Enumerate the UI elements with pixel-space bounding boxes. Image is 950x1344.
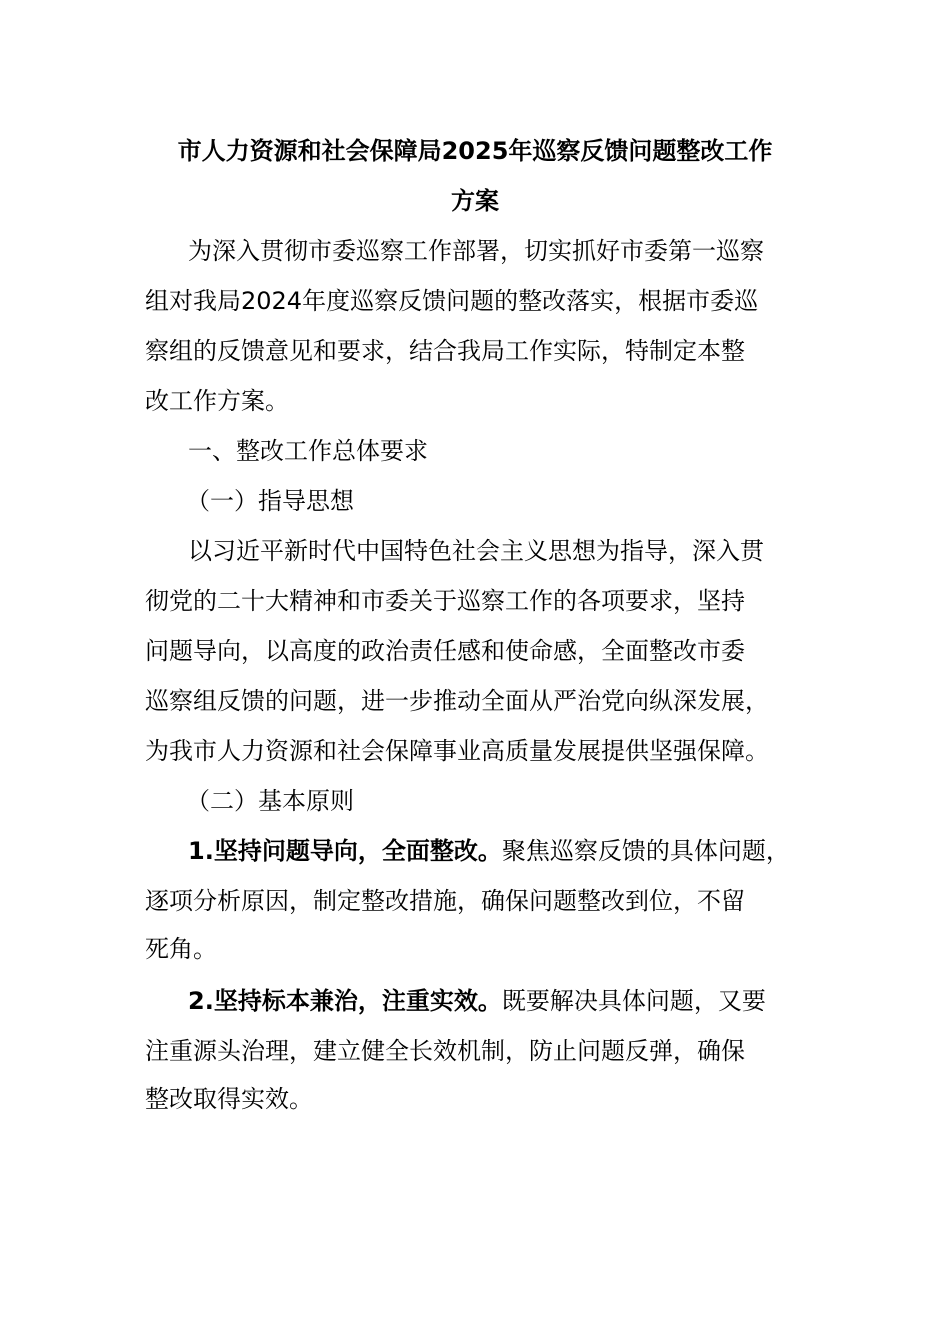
body-line: 为我市人力资源和社会保障事业高质量发展提供坚强保障。: [145, 737, 769, 765]
principle-title: 1.坚持问题导向，全面整改。: [188, 837, 502, 865]
subsection-heading: （二）基本原则: [186, 787, 354, 815]
body-line: 巡察组反馈的问题，进一步推动全面从严治党向纵深发展，: [145, 687, 769, 715]
principle-text: 既要解决具体问题，又要: [501, 987, 766, 1015]
subsection-heading: （一）指导思想: [186, 487, 354, 515]
intro-line: 为深入贯彻市委巡察工作部署，切实抓好市委第一巡察: [188, 237, 764, 265]
section-heading: 一、整改工作总体要求: [188, 437, 428, 465]
principle-text: 聚焦巡察反馈的具体问题，: [501, 837, 790, 865]
principle-line: [188, 986, 766, 1016]
document-title-line-2: 方案: [451, 187, 499, 215]
body-line: 以习近平新时代中国特色社会主义思想为指导，深入贯: [188, 537, 764, 565]
body-line: 整改取得实效。: [145, 1085, 313, 1113]
body-line: 注重源头治理，建立健全长效机制，防止问题反弹，确保: [145, 1037, 745, 1065]
principle-line: [188, 836, 790, 866]
body-line: 问题导向，以高度的政治责任感和使命感，全面整改市委: [145, 637, 745, 665]
body-line: 死角。: [145, 935, 217, 963]
body-line: 逐项分析原因，制定整改措施，确保问题整改到位，不留: [145, 887, 745, 915]
document-title-line-1: 市人力资源和社会保障局2025年巡察反馈问题整改工作: [177, 137, 773, 165]
body-line: 彻党的二十大精神和市委关于巡察工作的各项要求，坚持: [145, 587, 745, 615]
intro-line: 组对我局2024年度巡察反馈问题的整改落实，根据市委巡: [145, 287, 759, 315]
intro-line: 察组的反馈意见和要求，结合我局工作实际，特制定本整: [145, 337, 745, 365]
intro-line: 改工作方案。: [145, 387, 289, 415]
principle-title: 2.坚持标本兼治，注重实效。: [188, 987, 502, 1015]
